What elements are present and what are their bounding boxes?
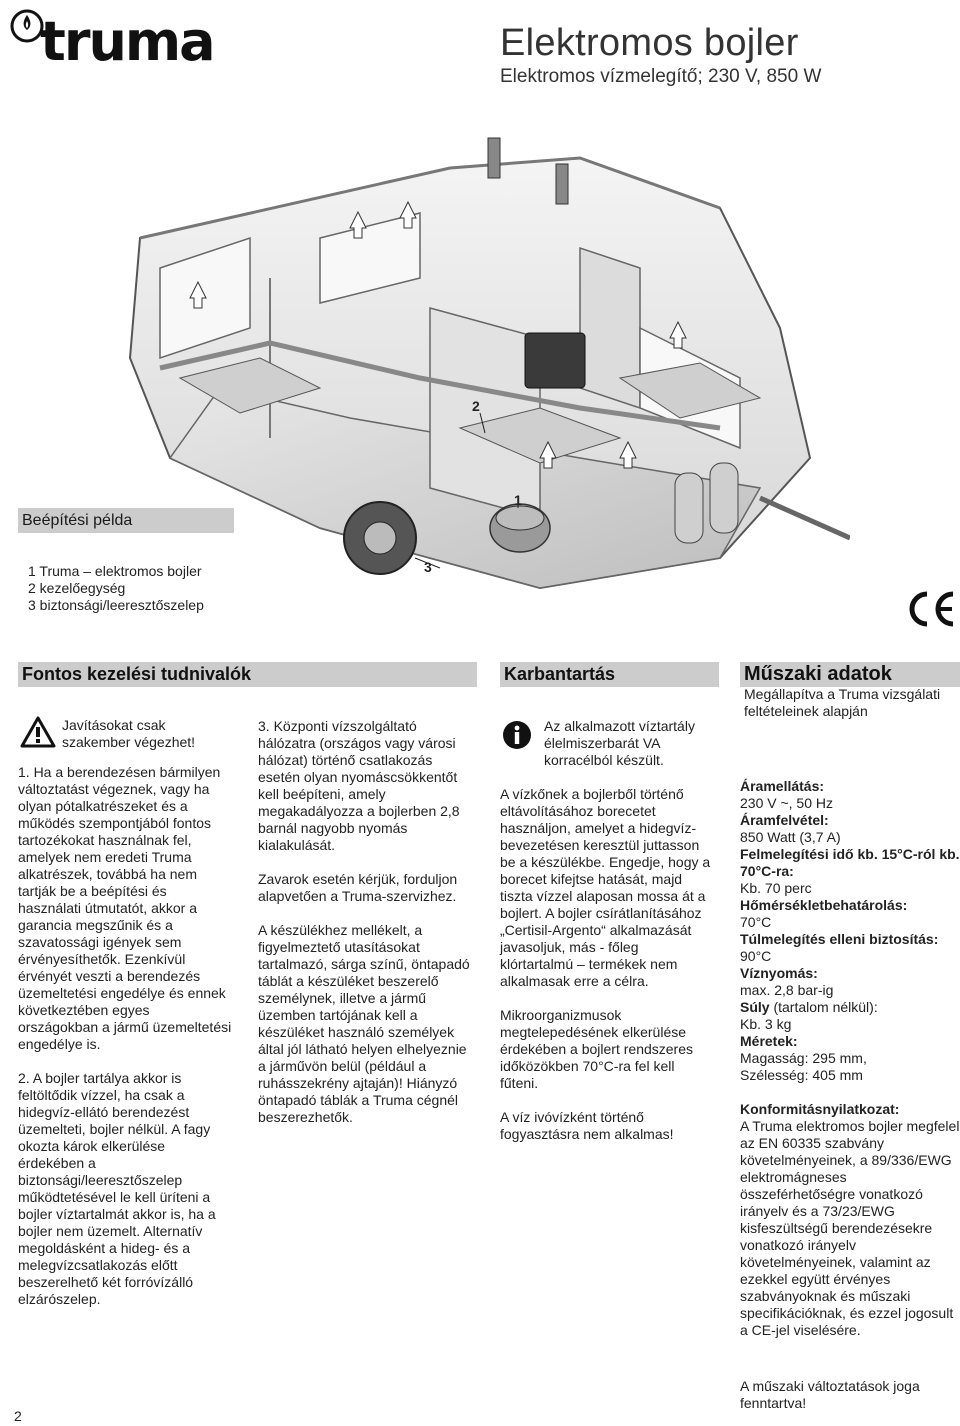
warning-block (18, 712, 233, 764)
callout-2: 2 (472, 398, 480, 414)
info-text: Az alkalmazott víztartály élelmiszerbarát VA korracélból készült. (544, 718, 695, 768)
tech-subheading: Megállapítva a Truma vizsgálati feltételeinek alapján (744, 686, 941, 719)
info-icon (502, 720, 532, 750)
legend-item: 2 kezelőegység (28, 580, 126, 596)
weight-value: Kb. 3 kg (740, 1016, 792, 1032)
operating-paragraph-3: 3. Központi vízszolgáltató hálózatra (országos vagy városi hálózat) történő csatlakozás esetén olyan nyomáscsökkentőt kell beépíteni, amely megakadályozza a bojlerben 2,8 barnál nagyobb nyomás kialakulását. (258, 718, 460, 853)
operating-column-1 (18, 712, 233, 1325)
conformity-text: A Truma elektromos bojler megfelel az EN 60335 szabvány követelményeinek, a 89/336/EWG elektromágneses összeférhetőségre vonatkozó irányelv és a 73/23/EWG kisfeszültségű berendezésekre vonatkozó irányelv követelményeinek, valamint az ezekkel együtt érvényes szabványoknak és műszaki specifikációknak, és ezzel jogosult a CE-jel viselésére. (740, 1118, 960, 1338)
ce-mark (905, 590, 957, 628)
operating-paragraph-4: Zavarok esetén kérjük, forduljon alapvetően a Truma-szervizhez. (258, 871, 458, 904)
technical-changes-note: A műszaki változtatások joga fenntartva! (740, 1378, 920, 1411)
page-number: 2 (14, 1408, 22, 1424)
info-block (500, 718, 715, 769)
ce-mark-graphic (905, 590, 957, 628)
truma-logo (8, 6, 238, 62)
conformity-label: Konformitásnyilatkozat: (740, 1101, 900, 1117)
tech-heading-bar (740, 662, 960, 687)
callout-1: 1 (514, 492, 522, 508)
legend-item: 3 biztonsági/leeresztőszelep (28, 597, 204, 613)
maintenance-paragraph-3: A víz ivóvízként történő fogyasztásra nem alkalmas! (500, 1109, 674, 1142)
power-value: 230 V ~, 50 Hz (740, 795, 834, 811)
heat-label: Felmelegítési idő kb. 15°C-ról kb. 70°C-ra: (740, 846, 960, 879)
overheat-label: Túlmelegítés elleni biztosítás: (740, 931, 939, 947)
tech-data-column (740, 778, 960, 1339)
power-label: Áramellátás: (740, 778, 825, 794)
pressure-value: max. 2,8 bar-ig (740, 982, 834, 998)
weight-note: (tartalom nélkül): (769, 999, 878, 1015)
svg-text:truma: truma (40, 10, 214, 62)
consumption-label: Áramfelvétel: (740, 812, 829, 828)
operating-paragraph-2: 2. A bojler tartálya akkor is feltöltődik vízzel, ha csak a hidegvíz-ellátó berendezést üzemelteti, bojler nélkül. A fagy okozta károk elkerülése érdekében a biztonsági/leeresztőszelep működtetésével le kell üríteni a bojler víztartalmát akkor is, ha a bojler nem üzemelt. Alternatív megoldásként a hideg- és a melegvízcsatlakozás előtt beszerelhető két forróvízálló elzárószelep. (18, 1070, 216, 1307)
maintenance-paragraph-2: Mikroorganizmusok megtelepedésének elkerülése érdekében a bojlert rendszeres időközökben 70°C-ra fel kell fűteni. (500, 1007, 694, 1091)
legend-item: 1 Truma – elektromos bojler (28, 563, 202, 579)
weight-label: Súly (740, 999, 770, 1015)
callout-3: 3 (424, 559, 432, 575)
operating-paragraph-1: 1. Ha a berendezésen bármilyen változtatást végeznek, vagy ha olyan pótalkatrészeket és a működés szempontjából fontos tartozékokat használnak fel, amelyek nem eredeti Truma alkatrészek, továbbá ha nem tartják be a beépítési és használati útmutatót, akkor a garancia megszűnik és a szavatossági igények sem érvényesíthetők. Ezenkívül érvényét veszti a berendezés üzemeltetési engedélye és ennek következtében egyes országokban a jármű üzemeltetési engedélye is. (18, 764, 232, 1052)
pressure-label: Víznyomás: (740, 965, 818, 981)
consumption-value: 850 Watt (3,7 A) (740, 829, 841, 845)
thermostat-label: Hőmérsékletbehatárolás: (740, 897, 908, 913)
dims-label: Méretek: (740, 1033, 798, 1049)
install-legend (28, 563, 204, 614)
page-title: Elektromos bojler (500, 22, 799, 64)
maintenance-heading: Karbantartás (500, 662, 719, 687)
overheat-value: 90°C (740, 948, 772, 964)
heat-value: Kb. 70 perc (740, 880, 812, 896)
maintenance-paragraph-1: A vízkőnek a bojlerből történő eltávolításához borecetet használjon, amelyet a hidegvíz-bevezetésen keresztül juttasson be a készülékbe. Engedje, hogy a borecet kifejtse hatását, majd tiszta vízzel alaposan mossa át a bojlert. A bojler csírátlanításához „Certisil-Argento“ alkalmazását javasoljuk, más - főleg klórtartalmú – termékek nem alkalmasak erre a célra. (500, 786, 711, 989)
thermostat-value: 70°C (740, 914, 772, 930)
dims-height: Magasság: 295 mm, (740, 1050, 867, 1066)
operating-heading: Fontos kezelési tudnivalók (18, 662, 477, 687)
install-heading: Beépítési példa (18, 508, 234, 533)
dims-width: Szélesség: 405 mm (740, 1067, 863, 1083)
page-subtitle: Elektromos vízmelegítő; 230 V, 850 W (500, 66, 822, 87)
tech-heading: Műszaki adatok (744, 663, 892, 685)
truma-logo-graphic (8, 6, 238, 62)
operating-column-2 (258, 718, 473, 1143)
warning-text: Javításokat csak szakember végezhet! (62, 717, 196, 750)
operating-paragraph-5: A készülékhez mellékelt, a figyelmeztető utasításokat tartalmazó, sárga színű, öntapadó táblát a készüléket beszerelő személynek, illetve a jármű üzemben tartójának kell a készüléket használó személyek által jól látható helyen elhelyeznie a járművön belül (például a ruhásszekrény ajtaján)! Hiányzó öntapadó táblák a Truma cégnél beszerezhetők. (258, 922, 470, 1125)
warning-icon (20, 716, 56, 748)
maintenance-column (500, 718, 715, 1160)
